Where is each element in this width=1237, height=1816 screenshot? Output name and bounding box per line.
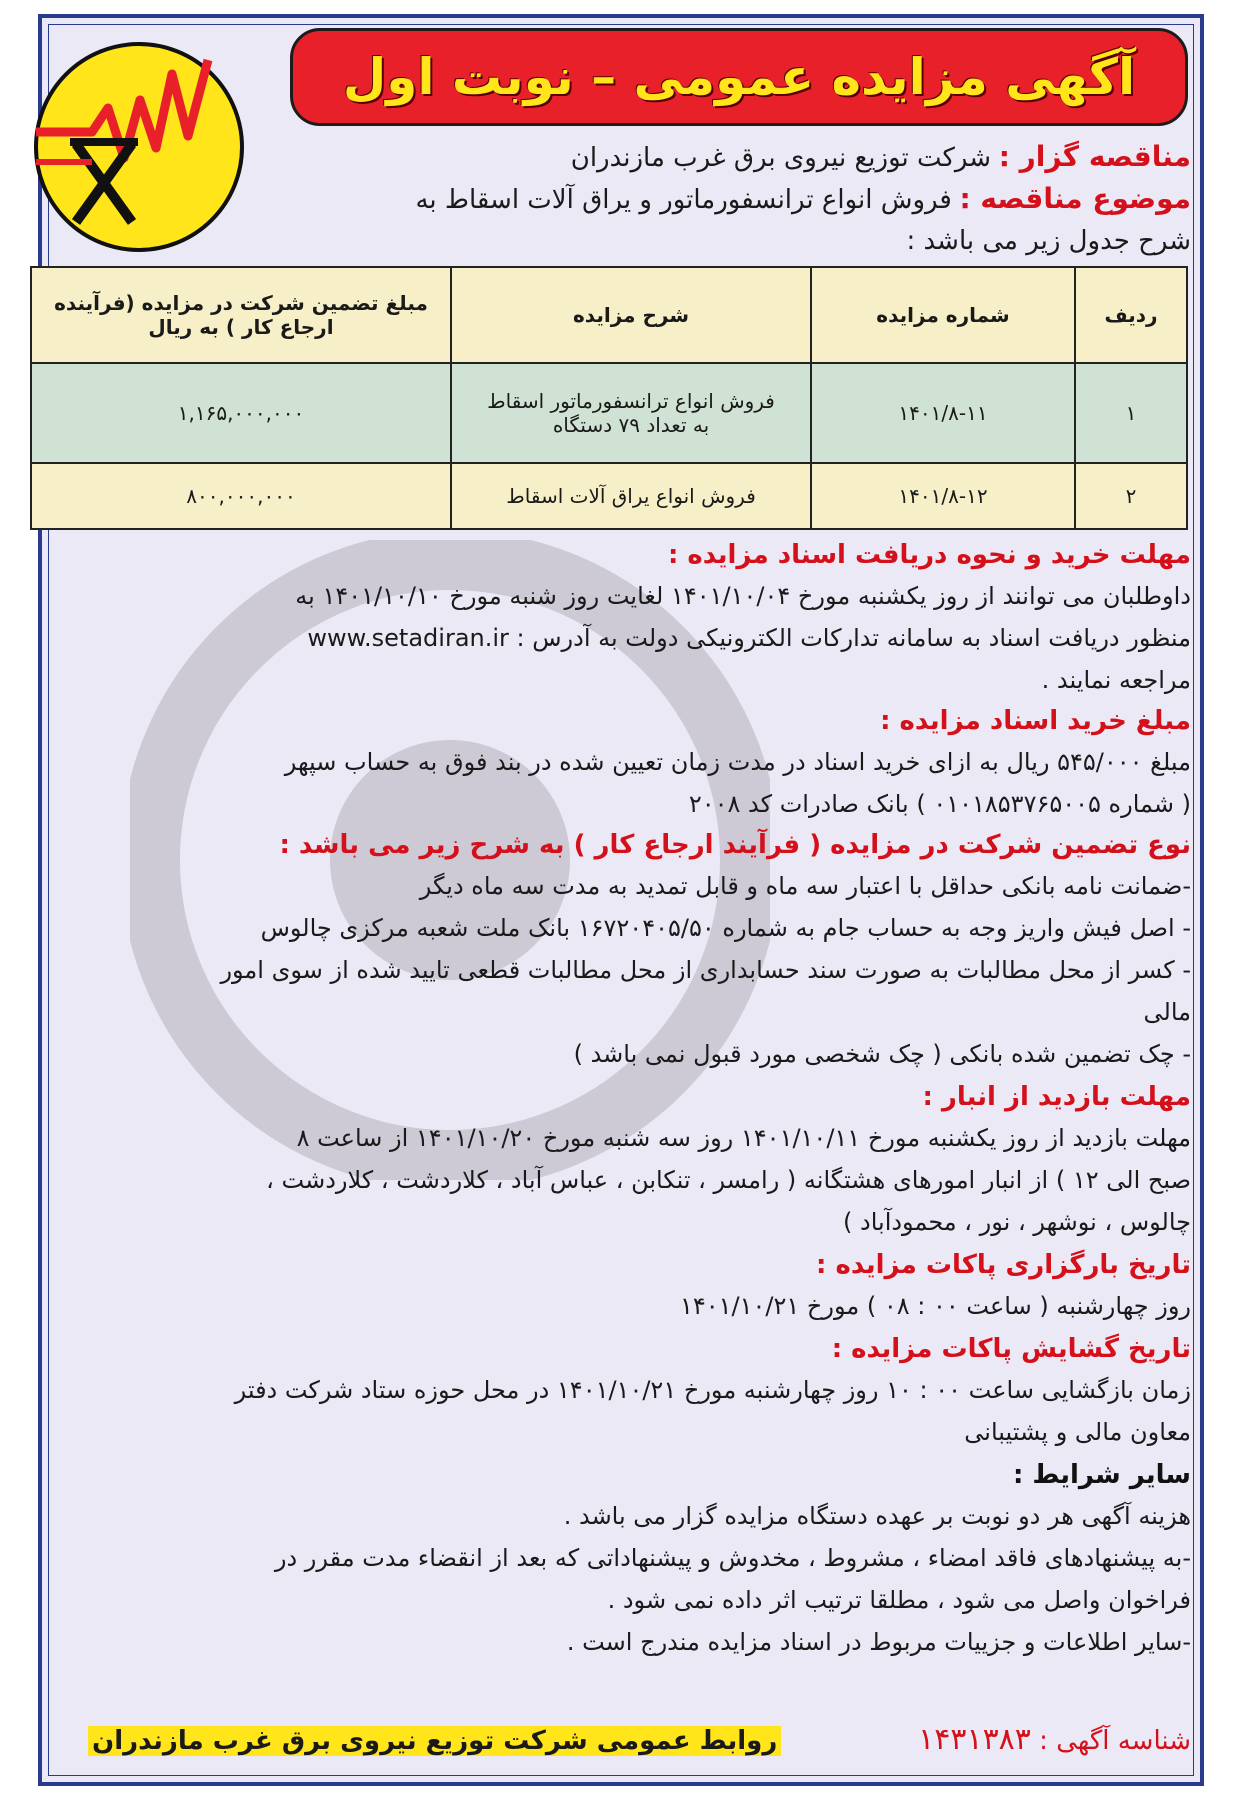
table-header-row [31,267,1187,363]
purchase-amount-line2: ( شماره ۰۱۰۱۸۵۳۷۶۵۰۰۵ ) بانک صادرات کد ۲۰۰۸ [688,790,1191,818]
tender-subject-continuation: شرح جدول زیر می باشد : [906,226,1191,256]
opening-line1: زمان بازگشایی ساعت ۰۰ : ۱۰ روز چهارشنبه مورخ ۱۴۰۱/۱۰/۲۱ در محل حوزه ستاد شرکت دفتر [234,1376,1191,1404]
col-header-auction-number: شماره مزایده [811,267,1075,363]
guarantee-line5: - چک تضمین شده بانکی ( چک شخصی مورد قبول نمی باشد ) [573,1040,1191,1068]
tender-subject-label: موضوع مناقصه : [959,182,1191,215]
col-header-row-number: ردیف [1075,267,1187,363]
title-banner [290,28,1188,126]
guarantee-line4: مالی [1143,998,1191,1026]
opening-heading: تاریخ گشایش پاکات مزایده : [831,1334,1191,1364]
auction-description [451,363,811,463]
guarantee-line1: -ضمانت نامه بانکی حداقل با اعتبار سه ماه و قابل تمدید به مدت سه ماه دیگر [419,872,1191,900]
tender-issuer-label: مناقصه گزار : [998,140,1191,173]
electricity-company-logo-icon [32,40,247,255]
auction-table [30,266,1188,530]
table-row [31,463,1187,529]
tender-subject-value: فروش انواع ترانسفورماتور و یراق آلات اسقاط به [415,185,952,215]
auction-description: فروش انواع یراق آلات اسقاط [451,463,811,529]
guarantee-line3: - کسر از محل مطالبات به صورت سند حسابداری از محل مطالبات قطعی تایید شده از سوی امور [220,956,1191,984]
guarantee-heading: نوع تضمین شرکت در مزایده ( فرآیند ارجاع کار ) به شرح زیر می باشد : [279,830,1191,860]
col-header-description: شرح مزایده [451,267,811,363]
purchase-deadline-line3: مراجعه نمایند . [1041,666,1191,694]
other-conditions-line3: فراخوان واصل می شود ، مطلقا ترتیب اثر داده نمی شود . [607,1586,1191,1614]
tender-subject [415,182,1191,215]
purchase-amount-heading: مبلغ خرید اسناد مزایده : [880,706,1191,736]
purchase-deadline-line1: داوطلبان می توانند از روز یکشنبه مورخ ۱۴۰۱/۱۰/۰۴ لغایت روز شنبه مورخ ۱۴۰۱/۱۰/۱۰ به [295,582,1191,610]
visit-heading: مهلت بازدید از انبار : [922,1082,1191,1112]
table-row [31,363,1187,463]
auction-number: ۱۴۰۱/۸-۱۱ [811,363,1075,463]
tender-issuer-value: شرکت توزیع نیروی برق غرب مازندران [570,143,992,173]
row-number: ۱ [1075,363,1187,463]
visit-line3: چالوس ، نوشهر ، نور ، محمودآباد ) [843,1208,1191,1236]
public-relations-signature: روابط عمومی شرکت توزیع نیروی برق غرب مازندران [88,1726,781,1756]
row-number: ۲ [1075,463,1187,529]
visit-line1: مهلت بازدید از روز یکشنبه مورخ ۱۴۰۱/۱۰/۱۱ روز سه شنبه مورخ ۱۴۰۱/۱۰/۲۰ از ساعت ۸ [296,1124,1191,1152]
purchase-amount-line1: مبلغ ۵۴۵/۰۰۰ ریال به ازای خرید اسناد در مدت زمان تعیین شده در بند فوق به حساب سپهر [284,748,1191,776]
upload-line1: روز چهارشنبه ( ساعت ۰۰ : ۰۸ ) مورخ ۱۴۰۱/۱۰/۲۱ [679,1292,1191,1320]
auction-description-line1: فروش انواع ترانسفورماتور اسقاط [487,389,775,413]
guarantee-amount: ۸۰۰,۰۰۰,۰۰۰ [31,463,451,529]
ad-id [918,1722,1191,1757]
guarantee-line2: - اصل فیش واریز وجه به حساب جام به شماره ۱۶۷۲۰۴۰۵/۵۰ بانک ملت شعبه مرکزی چالوس [260,914,1191,942]
ad-id-value: ۱۴۳۱۳۸۳ [918,1722,1031,1757]
purchase-deadline-line2: منظور دریافت اسناد به سامانه تدارکات الکترونیکی دولت به آدرس : www.setadiran.ir [307,624,1191,652]
other-conditions-heading: سایر شرایط : [1012,1460,1191,1490]
purchase-deadline-heading: مهلت خرید و نحوه دریافت اسناد مزایده : [667,540,1191,570]
auction-description-line2: به تعداد ۷۹ دستگاه [552,413,710,437]
visit-line2: صبح الی ۱۲ ) از انبار امورهای هشتگانه ( رامسر ، تنکابن ، عباس آباد ، کلاردشت ، کلاردشت ، [266,1166,1191,1194]
guarantee-amount: ۱,۱۶۵,۰۰۰,۰۰۰ [31,363,451,463]
col-header-guarantee-amount: مبلغ تضمین شرکت در مزایده (فرآینده ارجاع کار ) به ریال [31,267,451,363]
upload-heading: تاریخ بارگزاری پاکات مزایده : [816,1250,1191,1280]
opening-line2: معاون مالی و پشتیبانی [964,1418,1191,1446]
banner-title: آگهی مزایده عمومی – نوبت اول [342,48,1136,106]
other-conditions-line2: -به پیشنهادهای فاقد امضاء ، مشروط ، مخدوش و پیشنهاداتی که بعد از انقضاء مدت مقرر در [274,1544,1191,1572]
other-conditions-line4: -سایر اطلاعات و جزییات مربوط در اسناد مزایده مندرج است . [566,1628,1191,1656]
other-conditions-line1: هزینه آگهی هر دو نوبت بر عهده دستگاه مزایده گزار می باشد . [563,1502,1191,1530]
auction-number: ۱۴۰۱/۸-۱۲ [811,463,1075,529]
ad-id-label: شناسه آگهی : [1039,1726,1191,1756]
tender-issuer [571,140,1191,173]
